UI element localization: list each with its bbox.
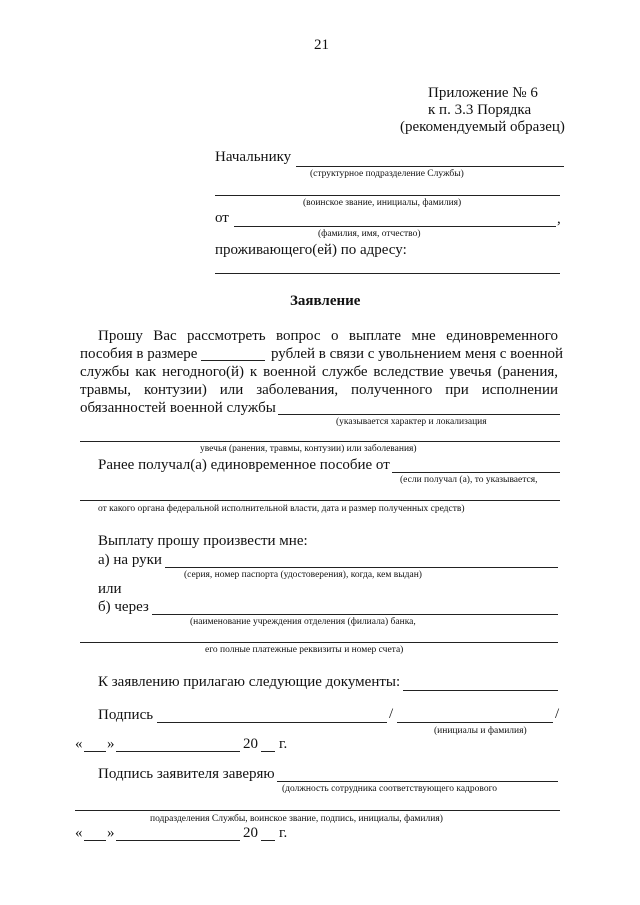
passport-hint: (серия, номер паспорта (удостоверения), когда, кем выдан) (184, 570, 422, 580)
body-line-3: службы как негодного(й) к военной службе вследствие увечья (ранения, (80, 364, 558, 380)
passport-line (165, 567, 558, 568)
initials-line (397, 722, 553, 723)
signature-slash-1: / (389, 706, 394, 722)
appendix-title: Приложение № 6 (428, 85, 538, 101)
rank-line (215, 195, 560, 196)
body-line-1: Прошу Вас рассмотреть вопрос о выплате мне единовременного (98, 328, 558, 344)
certification-line (277, 781, 558, 782)
certification-hint-2: подразделения Службы, воинское звание, подпись, инициалы, фамилия) (150, 814, 443, 824)
signature-label: Подпись (98, 707, 154, 723)
signature-line (157, 722, 387, 723)
injury-line (278, 414, 560, 415)
cert-date-year-blank (261, 840, 275, 841)
bank-hint-2: его полные платежные реквизиты и номер счета) (205, 645, 404, 655)
unit-line (296, 166, 564, 167)
date-open-quote: « (75, 736, 83, 752)
option-a-label: а) на руки (98, 552, 162, 568)
cert-date-open-quote: « (75, 825, 83, 841)
from-line (234, 226, 556, 227)
cert-date-year-suffix: г. (279, 825, 288, 841)
cert-date-year-prefix: 20 (243, 825, 258, 841)
prev-hint-2: от какого органа федеральной исполнительной власти, дата и размер полученных средств) (98, 504, 465, 514)
certification-label: Подпись заявителя заверяю (98, 766, 275, 782)
page-number: 21 (314, 37, 329, 53)
body-line-4: травмы, контузии) или заболевания, полученного при исполнении (80, 382, 558, 398)
cert-date-close-quote: » (107, 825, 115, 841)
date-close-quote: » (107, 736, 115, 752)
prev-benefit-line (392, 472, 560, 473)
appendix-reference: к п. 3.3 Порядка (428, 102, 532, 118)
prev-benefit-label: Ранее получал(а) единовременное пособие от (98, 457, 390, 473)
bank-line (152, 614, 558, 615)
body-line-2a: пособия в размере (80, 346, 198, 362)
amount-blank (201, 360, 265, 361)
certification-line-2 (75, 810, 560, 811)
date-day-blank (84, 751, 106, 752)
rank-hint: (воинское звание, инициалы, фамилия) (303, 198, 462, 208)
date-year-blank (261, 751, 275, 752)
document-title: Заявление (290, 293, 361, 309)
bank-hint-1: (наименование учреждения отделения (филиала) банка, (190, 617, 416, 627)
address-line (215, 273, 560, 274)
attachments-line (403, 690, 558, 691)
appendix-note: (рекомендуемый образец) (400, 119, 565, 135)
injury-hint-2: увечья (ранения, травмы, контузии) или заболевания) (200, 444, 417, 454)
date-month-blank (116, 751, 240, 752)
cert-date-month-blank (116, 840, 240, 841)
injury-line-2 (80, 441, 560, 442)
unit-hint: (структурное подразделение Службы) (310, 169, 464, 179)
from-comma: , (557, 211, 561, 227)
residing-label: проживающего(ей) по адресу: (215, 242, 407, 258)
cert-date-day-blank (84, 840, 106, 841)
payment-intro: Выплату прошу произвести мне: (98, 533, 308, 549)
attachments-label: К заявлению прилагаю следующие документы: (98, 674, 401, 690)
prev-hint-1: (если получал (а), то указывается, (400, 475, 538, 485)
prev-benefit-line-2 (80, 500, 560, 501)
from-label: от (215, 210, 229, 226)
date-year-suffix: г. (279, 736, 288, 752)
to-label: Начальнику (215, 149, 292, 165)
signature-slash-2: / (555, 706, 560, 722)
body-line-5: обязанностей военной службы (80, 400, 276, 416)
or-label: или (98, 581, 122, 597)
name-hint: (фамилия, имя, отчество) (318, 229, 421, 239)
bank-line-2 (80, 642, 558, 643)
body-line-2b: рублей в связи с увольнением меня с военной (271, 346, 564, 362)
initials-hint: (инициалы и фамилия) (434, 726, 527, 736)
certification-hint-1: (должность сотрудника соответствующего кадрового (282, 784, 497, 794)
option-b-label: б) через (98, 599, 149, 615)
injury-hint-1: (указывается характер и локализация (336, 417, 487, 427)
date-year-prefix: 20 (243, 736, 258, 752)
